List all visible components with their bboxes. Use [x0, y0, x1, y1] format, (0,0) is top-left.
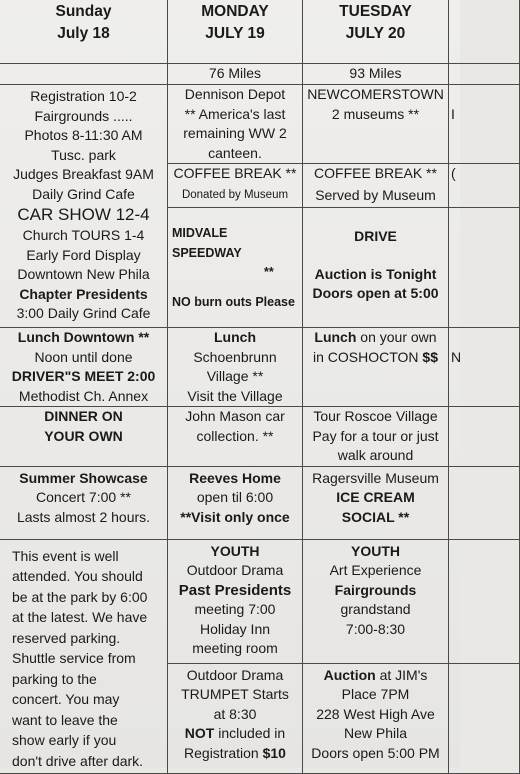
text-line: meeting room — [192, 640, 278, 656]
partial-cell — [449, 539, 520, 663]
text-line: Photos 8-11:30 AM — [24, 127, 143, 143]
miles-tuesday: 93 Miles — [303, 64, 449, 85]
text-line: don't drive after dark. — [12, 752, 144, 769]
text-line: open til 6:00 — [196, 489, 274, 505]
text-line: TRUMPET Starts — [181, 686, 289, 702]
text-line: reserved parking. — [12, 629, 121, 646]
partial-cell: ( — [449, 164, 520, 208]
tuesday-youth — [303, 539, 449, 663]
partial-cell: I — [449, 85, 520, 164]
text-line: 7:00-8:30 — [345, 620, 406, 637]
text-line: Schoenbrunn — [193, 348, 277, 365]
partial-cell: N — [449, 328, 520, 407]
text-line: canteen. — [208, 144, 262, 161]
day-label: Sunday — [55, 3, 112, 20]
text-line: NO burn outs Please — [172, 294, 295, 309]
sunday-note — [0, 539, 168, 773]
text-line: Doors open 5:00 PM — [311, 744, 440, 761]
header-partial — [449, 0, 520, 64]
text-line: SOCIAL ** — [341, 508, 410, 525]
text-fragment: on your own — [356, 329, 437, 345]
text-line: Fairgrounds ..... — [34, 107, 133, 124]
text-fragment: at JIM's — [375, 666, 428, 683]
text-line: Holiday Inn — [199, 620, 271, 637]
text-line: 2 museums ** — [331, 105, 420, 122]
text-line: Past Presidents — [178, 581, 292, 599]
partial-cell — [449, 407, 520, 467]
tuesday-lunch — [303, 328, 449, 407]
text-line: YOUTH — [351, 542, 400, 559]
text-line: Lasts almost 2 hours. — [16, 508, 151, 525]
text-line: NEWCOMERSTOWN — [307, 86, 444, 102]
date-label: July 18 — [57, 25, 110, 42]
text-fragment: Lunch — [314, 329, 357, 345]
text-line: Judges Breakfast 9AM — [13, 166, 154, 182]
partial-cell — [449, 466, 520, 539]
text-line: ** — [264, 265, 274, 279]
text-line: YOUTH — [210, 542, 260, 559]
text-line: Place 7PM — [341, 686, 410, 702]
text-line: Summer Showcase — [19, 469, 148, 486]
sunday-dinner — [0, 407, 168, 467]
text-line: Shuttle service from — [12, 650, 136, 666]
text-line: Reeves Home — [189, 469, 281, 486]
text-line: Downtown New Phila — [17, 266, 150, 282]
monday-lunch — [168, 328, 303, 407]
monday-trumpet — [168, 663, 303, 773]
text-line: walk around — [337, 447, 414, 463]
tuesday-drive — [303, 208, 449, 328]
text-line: COFFEE BREAK ** — [314, 165, 437, 181]
text-fragment: in COSHOCTON — [312, 348, 423, 365]
text-line: Noon until done — [34, 348, 133, 365]
car-show-title: CAR SHOW 12-4 — [17, 205, 150, 224]
monday-coffee — [168, 164, 303, 208]
text-line: Auction is Tonight — [314, 265, 437, 282]
text-line: grandstand — [340, 601, 411, 617]
header-tuesday — [303, 0, 449, 64]
text-line: This event is well — [12, 547, 119, 564]
monday-youth — [168, 539, 303, 663]
text-line: COFFEE BREAK ** — [173, 165, 297, 181]
tuesday-newcomerstown — [303, 85, 449, 164]
text-line: **Visit only once — [180, 508, 290, 525]
text-line: Registration 10-2 — [30, 88, 137, 104]
text-line: SPEEDWAY — [172, 245, 242, 260]
text-line: parking to the — [12, 670, 97, 687]
text-line: Visit the Village — [187, 387, 283, 404]
text-line: concert. You may — [12, 691, 120, 707]
date-label: JULY 20 — [345, 25, 406, 42]
text-line: Tour Roscoe Village — [313, 408, 438, 424]
tuesday-auction — [303, 663, 449, 773]
partial-cell — [449, 208, 520, 328]
price-text: $10 — [262, 744, 286, 761]
text-fragment: NOT — [184, 725, 215, 741]
text-line: DINNER ON YOUR OWN — [44, 408, 123, 444]
text-line: Daily Grind Cafe — [32, 185, 135, 202]
text-line: Tusc. park — [51, 146, 116, 163]
text-line: ** America's last — [184, 105, 286, 122]
monday-reeves — [168, 466, 303, 539]
text-line: at the latest. We have — [12, 609, 148, 625]
text-line: remaining WW 2 — [183, 125, 287, 141]
text-line: Art Experience — [329, 562, 422, 578]
text-line: DRIVE — [354, 228, 397, 244]
header-sunday — [0, 0, 168, 64]
tuesday-coffee — [303, 164, 449, 208]
text-line: Lunch Downtown ** — [17, 329, 150, 345]
text-line: be at the park by 6:00 — [12, 588, 148, 605]
sunday-showcase — [0, 466, 168, 539]
sunday-morning-block — [0, 85, 168, 328]
text-line: attended. You should — [12, 568, 143, 584]
text-line: Methodist Ch. Annex — [18, 387, 149, 404]
text-line: John Mason car — [185, 408, 285, 424]
text-line: New Phila — [343, 725, 408, 741]
day-label: TUESDAY — [339, 3, 412, 20]
text-fragment: $$ — [422, 348, 438, 365]
text-line: Fairgrounds — [334, 581, 417, 598]
miles-sunday — [0, 64, 168, 85]
text-line: 228 West High Ave — [316, 705, 435, 722]
text-line: Pay for a tour or just — [312, 427, 439, 444]
monday-speedway — [168, 208, 303, 328]
text-line: want to leave the — [12, 711, 118, 728]
tuesday-roscoe — [303, 407, 449, 467]
text-line: Donated by Museum — [181, 188, 289, 201]
text-fragment: Auction — [323, 666, 376, 683]
header-monday — [168, 0, 303, 64]
text-line: Church TOURS 1-4 — [22, 227, 145, 243]
text-line: show early if you — [12, 732, 117, 748]
text-line: Outdoor Drama — [186, 666, 284, 683]
text-fragment: included in — [214, 725, 286, 741]
date-label: JULY 19 — [205, 25, 265, 42]
day-label: MONDAY — [201, 3, 269, 20]
text-line: Outdoor Drama — [186, 562, 284, 578]
text-fragment: Registration — [184, 744, 263, 761]
text-line: Dennison Depot — [184, 86, 286, 102]
miles-partial — [449, 64, 520, 85]
text-line: collection. ** — [196, 427, 274, 444]
text-line: Doors open at 5:00 — [312, 285, 439, 301]
text-line: Lunch — [214, 329, 256, 345]
text-line: Served by Museum — [315, 186, 436, 203]
monday-mason — [168, 407, 303, 467]
text-line: Concert 7:00 ** — [36, 489, 131, 505]
sunday-lunch — [0, 328, 168, 407]
text-line: MIDVALE — [172, 226, 228, 240]
text-line: meeting 7:00 — [194, 601, 276, 617]
partial-cell — [449, 663, 520, 773]
text-line: Ragersville Museum — [312, 469, 439, 486]
text-line: at 8:30 — [213, 705, 257, 722]
text-line: 3:00 Daily Grind Cafe — [16, 305, 151, 321]
chapter-presidents-title: Chapter Presidents — [19, 285, 148, 302]
tuesday-ragersville — [303, 466, 449, 539]
text-line: ICE CREAM — [336, 489, 415, 505]
text-line: Early Ford Display — [26, 246, 141, 263]
monday-depot — [168, 85, 303, 164]
text-line: Village ** — [206, 368, 264, 384]
miles-monday: 76 Miles — [168, 64, 303, 85]
text-line: DRIVER"S MEET 2:00 — [11, 368, 156, 384]
